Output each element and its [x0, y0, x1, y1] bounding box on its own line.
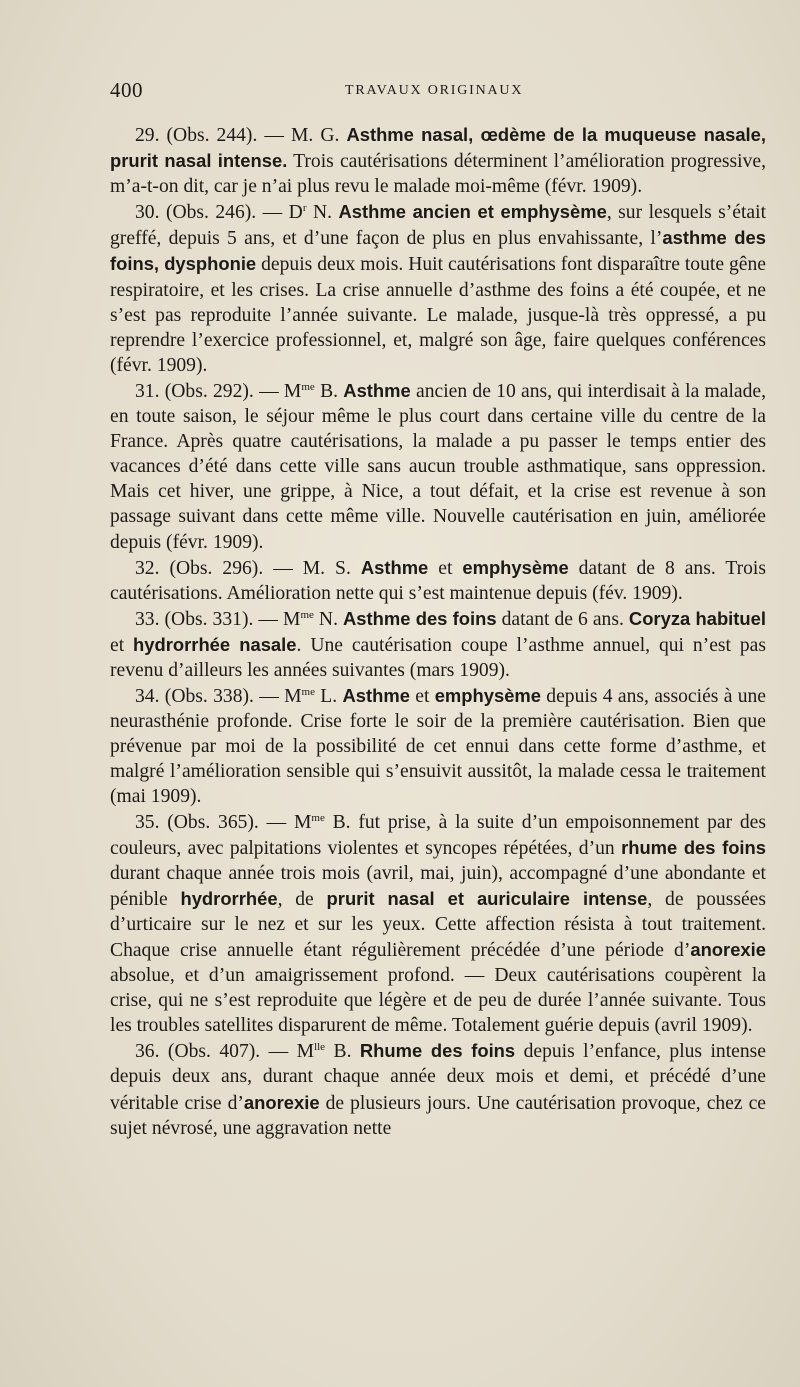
bold-term: hydrorrhée: [180, 887, 278, 909]
bold-term: Asthme: [342, 685, 410, 707]
observation-35: [110, 810, 766, 1039]
bold-term: Coryza habituel: [628, 607, 766, 629]
superscript: me: [301, 686, 315, 699]
body-text: [110, 122, 766, 1141]
text-run: , de: [277, 888, 327, 910]
observation-29: [110, 122, 766, 199]
superscript: r: [302, 202, 307, 215]
text-run: B.: [325, 1041, 360, 1063]
text-run: depuis deux mois. Huit cautérisations font disparaître toute gêne respiratoire, et les crises. La crise annuelle d’asthme des foins a été coupée, et ne s’est pas reproduite l’année suivante. Le malade, jusque-là très oppressé, a pu reprendre l’exercice professionnel, et, malgré son âge, faire quelques conférences (févr. 1909).: [110, 254, 766, 376]
text-run: B.: [314, 380, 344, 402]
bold-term: Asthme: [343, 379, 411, 401]
bold-term: anorexie: [690, 939, 766, 960]
text-run: 33. (Obs. 331). — M: [135, 608, 301, 630]
bold-term: emphysème: [434, 685, 541, 707]
text-run: . Une cautérisation coupe l’asthme annuel, qui n’est pas revenu d’ailleurs les années suivantes (mars 1909).: [110, 634, 766, 681]
superscript: me: [300, 608, 314, 621]
text-run: et: [110, 634, 134, 656]
text-run: 35. (Obs. 365). — M: [135, 811, 312, 833]
text-run: Trois cautérisations déterminent l’amélioration progressive, m’a-t-on dit, car je n’ai plus revu le malade moi-même (févr. 1909).: [110, 151, 766, 198]
bold-term: prurit nasal et auriculaire intense: [326, 887, 648, 909]
text-run: et: [428, 557, 463, 579]
observation-32: [110, 555, 766, 606]
bold-term: Asthme: [360, 556, 429, 578]
text-run: 31. (Obs. 292). — M: [135, 380, 302, 402]
text-run: de plusieurs jours. Une cautérisation provoque, chez ce sujet névrosé, une aggravation nette: [110, 1092, 766, 1139]
bold-term: hydrorrhée nasale: [133, 633, 297, 655]
text-run: depuis l’enfance, plus intense depuis deux ans, durant chaque année deux mois et demi, et précédé d’une véritable crise d’: [110, 1041, 766, 1114]
page-header: [110, 78, 730, 106]
bold-term: asthme des foins, dysphonie: [110, 227, 766, 275]
running-head: TRAVAUX ORIGINAUX: [345, 83, 524, 98]
text-run: absolue, et d’un amaigrissement profond. — Deux cautérisations coupèrent la crise, qui ne s’est reproduite que légère et de peu de durée l’année suivante. Tous les troubles satellites disparurent de même. Totalement guérie depuis (avril 1909).: [110, 965, 766, 1037]
bold-term: Asthme ancien et emphysème: [338, 201, 607, 223]
text-run: B. fut prise, à la suite d’un empoisonnement par des couleurs, avec palpitations violentes et syncopes répétées, d’un: [110, 811, 766, 859]
text-run: 29. (Obs. 244). — M. G.: [135, 125, 347, 146]
text-run: et: [409, 686, 435, 708]
bold-term: anorexie: [243, 1091, 320, 1113]
bold-term: Asthme des foins: [343, 607, 497, 629]
superscript: me: [301, 380, 315, 393]
text-run: 30. (Obs. 246). — D: [135, 202, 303, 224]
text-run: depuis 4 ans, associés à une neurasthénie profonde. Crise forte le soir de la première cautérisation. Bien que prévenue par moi de la possibilité de cet ennui dans cette forme d’asthme, et malgré l’amélioration sensible qui s’ensuivit aussitôt, la malade cessa le traitement (mai 1909).: [110, 686, 766, 808]
bold-term: Rhume des foins: [359, 1040, 516, 1062]
observation-30: [110, 199, 766, 378]
observation-34: [110, 683, 766, 809]
bold-term: rhume des foins: [621, 836, 766, 858]
text-run: ancien de 10 ans, qui interdisait à la malade, en toute saison, le séjour même le plus court dans certaine ville du centre de la France. Après quatre cautérisations, la malade a pu passer le temps entier des vacances d’été dans cette ville sans aucun trouble asthmatique, sans oppression. Mais cet hiver, une grippe, à Nice, a tout défait, et la crise est revenue à son passage suivant dans cette même ville. Nouvelle cautérisation en juin, améliorée depuis (févr. 1909).: [110, 380, 766, 553]
observation-31: [110, 378, 766, 555]
text-run: datant de 6 ans.: [496, 608, 629, 630]
text-run: N.: [313, 608, 344, 630]
bold-term: Asthme nasal, œdème de la muqueuse nasale, prurit nasal intense.: [110, 124, 766, 172]
text-run: durant chaque année trois mois (avril, mai, juin), accompagné d’une abondante et pénible: [110, 862, 766, 910]
text-run: 32. (Obs. 296). — M. S.: [135, 557, 361, 579]
text-run: 36. (Obs. 407). — M: [135, 1041, 315, 1063]
text-run: L.: [315, 686, 343, 708]
text-run: datant de 8 ans. Trois cautérisations. Amélioration nette qui s’est maintenue depuis (fév. 1909).: [110, 557, 767, 604]
observation-36: [110, 1038, 766, 1140]
text-run: 34. (Obs. 338). — M: [135, 686, 302, 708]
superscript: me: [311, 811, 325, 824]
superscript: lle: [314, 1041, 326, 1054]
page-number: 400: [110, 78, 143, 102]
observation-33: [110, 606, 766, 683]
text-run: , de poussées d’urticaire sur le nez et sur les yeux. Cette affection résista à tout traitement. Chaque crise annuelle étant régulièrement précédée d’une période d’: [110, 888, 766, 961]
bold-term: emphysème: [462, 556, 569, 578]
text-run: , sur lesquels s’était greffé, depuis 5 ans, et d’une façon de plus en plus envahissante, l’: [110, 202, 767, 250]
text-run: N.: [306, 202, 339, 224]
